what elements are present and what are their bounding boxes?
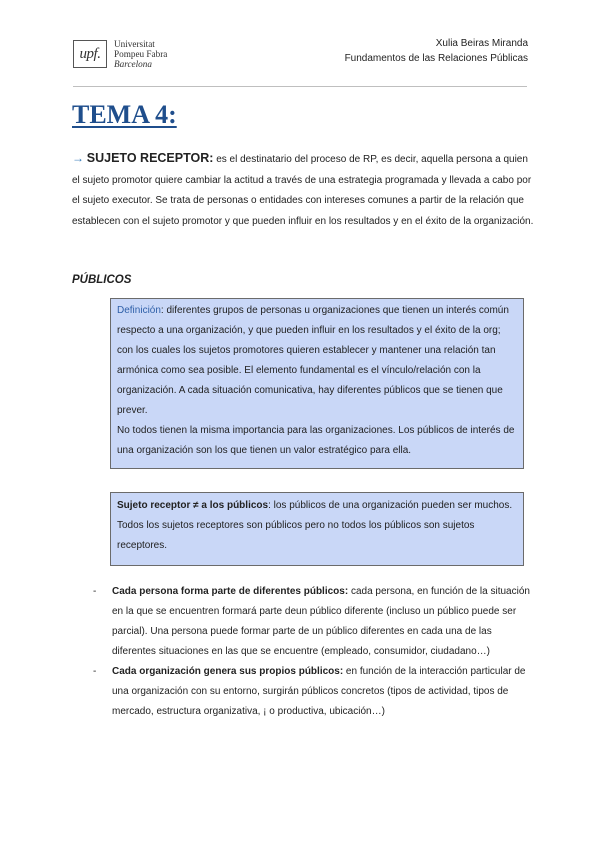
- arrow-icon: →: [72, 151, 84, 165]
- header-divider: [73, 86, 527, 87]
- course-name: Fundamentos de las Relaciones Públicas: [344, 53, 528, 64]
- receptor-box: [110, 492, 524, 566]
- bullet-lead: Cada persona forma parte de diferentes públicos:: [112, 586, 349, 597]
- bullet-list: [93, 582, 533, 722]
- bullet-dash: -: [93, 666, 97, 677]
- upf-logo-mark: upf.: [73, 40, 107, 68]
- page-header: [345, 36, 528, 66]
- definition-box: [110, 298, 524, 469]
- logo-line: Universitat: [114, 39, 155, 49]
- intro-text: es el destinatario del proceso de RP, es decir, aquella persona a quien el sujeto promotor quiere cambiar la actitud a través de una estrategia programada y llevada a cabo por el sujeto executor. Se trata de personas o entidades con intereses comunes a partir de la relación que establecen con el sujeto promotor y que pueden influir en los resultados y en el éxito de la organización.: [72, 154, 534, 227]
- page-title: TEMA 4:: [72, 100, 177, 129]
- author-name: Xulia Beiras Miranda: [435, 38, 528, 49]
- section-heading: PÚBLICOS: [72, 274, 132, 286]
- bullet-lead: Cada organización genera sus propios públicos:: [112, 666, 344, 677]
- receptor-term: Sujeto receptor ≠ a los públicos: [117, 500, 269, 511]
- list-item: [93, 662, 533, 722]
- definition-note: No todos tienen la misma importancia para las organizaciones. Los públicos de interés de una organización son los que tienen un valor estratégico para ella.: [117, 425, 515, 456]
- logo-text: [114, 39, 167, 69]
- receptor-text: : los públicos de una organización pueden ser muchos. Todos los sujetos receptores son públicos pero no todos los públicos son sujetos receptores.: [117, 500, 513, 551]
- bullet-text: en función de la interacción particular de una organización con su entorno, surgirán públicos concretos (tipos de actividad, tipos de mercado, estructura organizativa, ¡ o productiva, ubicación…): [112, 666, 526, 717]
- logo-line: Barcelona: [114, 59, 152, 69]
- bullet-text: cada persona, en función de la situación en la que se encuentren formará parte deun público diferente (incluso un público puede ser parcial). Una persona puede formar parte de un público diferentes en cada una de las diferentes situaciones en las que se encuentre (empleado, consumidor, ciudadano…): [112, 586, 530, 657]
- bullet-dash: -: [93, 586, 97, 597]
- definition-term: Definición: [117, 305, 161, 316]
- list-item: [93, 582, 533, 662]
- logo-line: Pompeu Fabra: [114, 49, 168, 59]
- university-logo: [73, 39, 167, 69]
- definition-text: : diferentes grupos de personas u organizaciones que tienen un interés común respecto a una organización, y que pueden influir en los resultados y el éxito de la org; con los cuales los sujetos promotores quieren establecer y mantener una relación tan armónica como sea posible. El elemento fundamental es el vínculo/relación con la organización. A cada situación comunicativa, hay diferentes públicos que se tienen que prever.: [117, 305, 509, 416]
- intro-lead: SUJETO RECEPTOR:: [86, 151, 214, 165]
- intro-paragraph: [72, 148, 534, 232]
